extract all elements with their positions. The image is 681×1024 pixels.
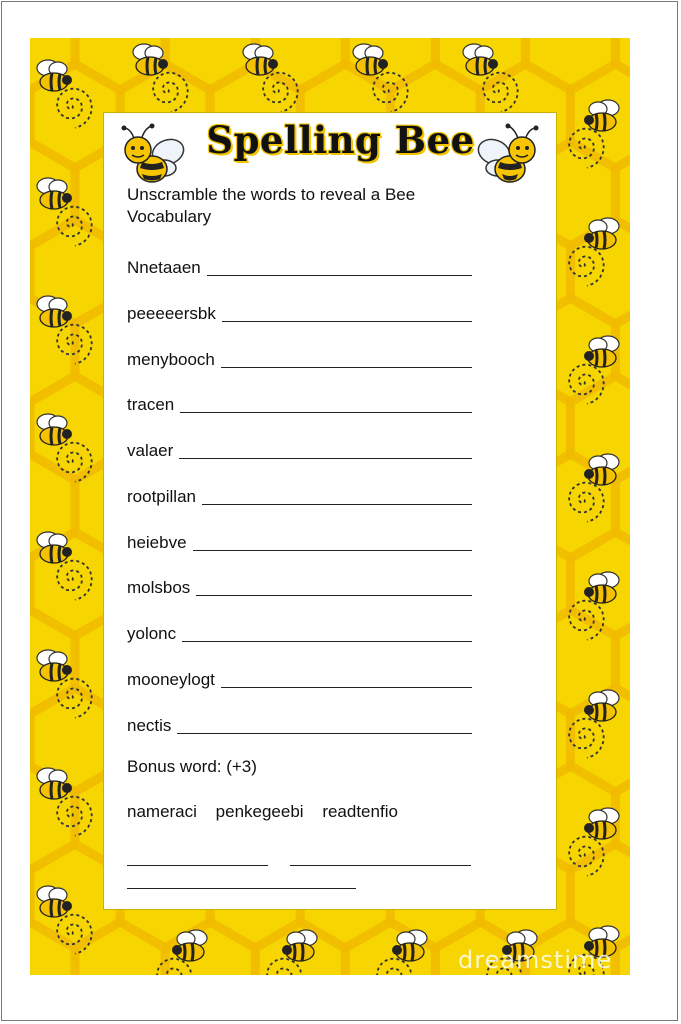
answer-line [193,549,472,551]
bee-icon [472,122,550,188]
watermark: dreamstime [458,946,613,974]
bonus-words [127,802,410,822]
bee-icon [112,122,190,188]
answer-line [222,320,472,322]
worksheet-title: Spelling Bee [206,118,475,162]
scrambled-word: rootpillan [127,487,196,506]
scrambled-word: nectis [127,716,172,735]
bonus-scrambled-word: readtenfio [322,802,398,821]
word-row [127,574,472,598]
answer-line [221,686,472,688]
word-row [127,620,472,644]
scrambled-word: tracen [127,395,175,414]
scrambled-word: heiebve [127,533,187,552]
instructions-text: Unscramble the words to reveal a Bee Vocabulary [127,185,416,226]
bonus-answer-line [127,864,268,866]
answer-line [182,640,472,642]
answer-line [196,594,472,596]
scrambled-word: mooneylogt [127,670,215,689]
answer-line [180,411,472,413]
bonus-label: Bonus word: (+3) [127,757,257,776]
answer-line [202,503,472,505]
word-row [127,712,472,736]
word-row [127,391,472,415]
word-row [127,529,472,553]
bonus-scrambled-word: penkegeebi [215,802,304,821]
word-row [127,254,472,278]
scrambled-word: yolonc [127,624,177,643]
worksheet-card [103,112,557,910]
answer-line [179,457,472,459]
bonus-scrambled-word: nameraci [127,802,197,821]
word-row [127,666,472,690]
scrambled-word: Nnetaaen [127,258,201,277]
scrambled-word: valaer [127,441,174,460]
bonus-answer-line [127,887,356,889]
scrambled-word: menybooch [127,350,215,369]
answer-line [177,732,472,734]
scrambled-word: peeeeersbk [127,304,216,323]
word-row [127,437,472,461]
answer-line [207,274,472,276]
word-row [127,346,472,370]
answer-line [221,366,472,368]
word-row [127,300,472,324]
scrambled-word: molsbos [127,578,191,597]
word-row [127,483,472,507]
bonus-answer-line [290,864,471,866]
